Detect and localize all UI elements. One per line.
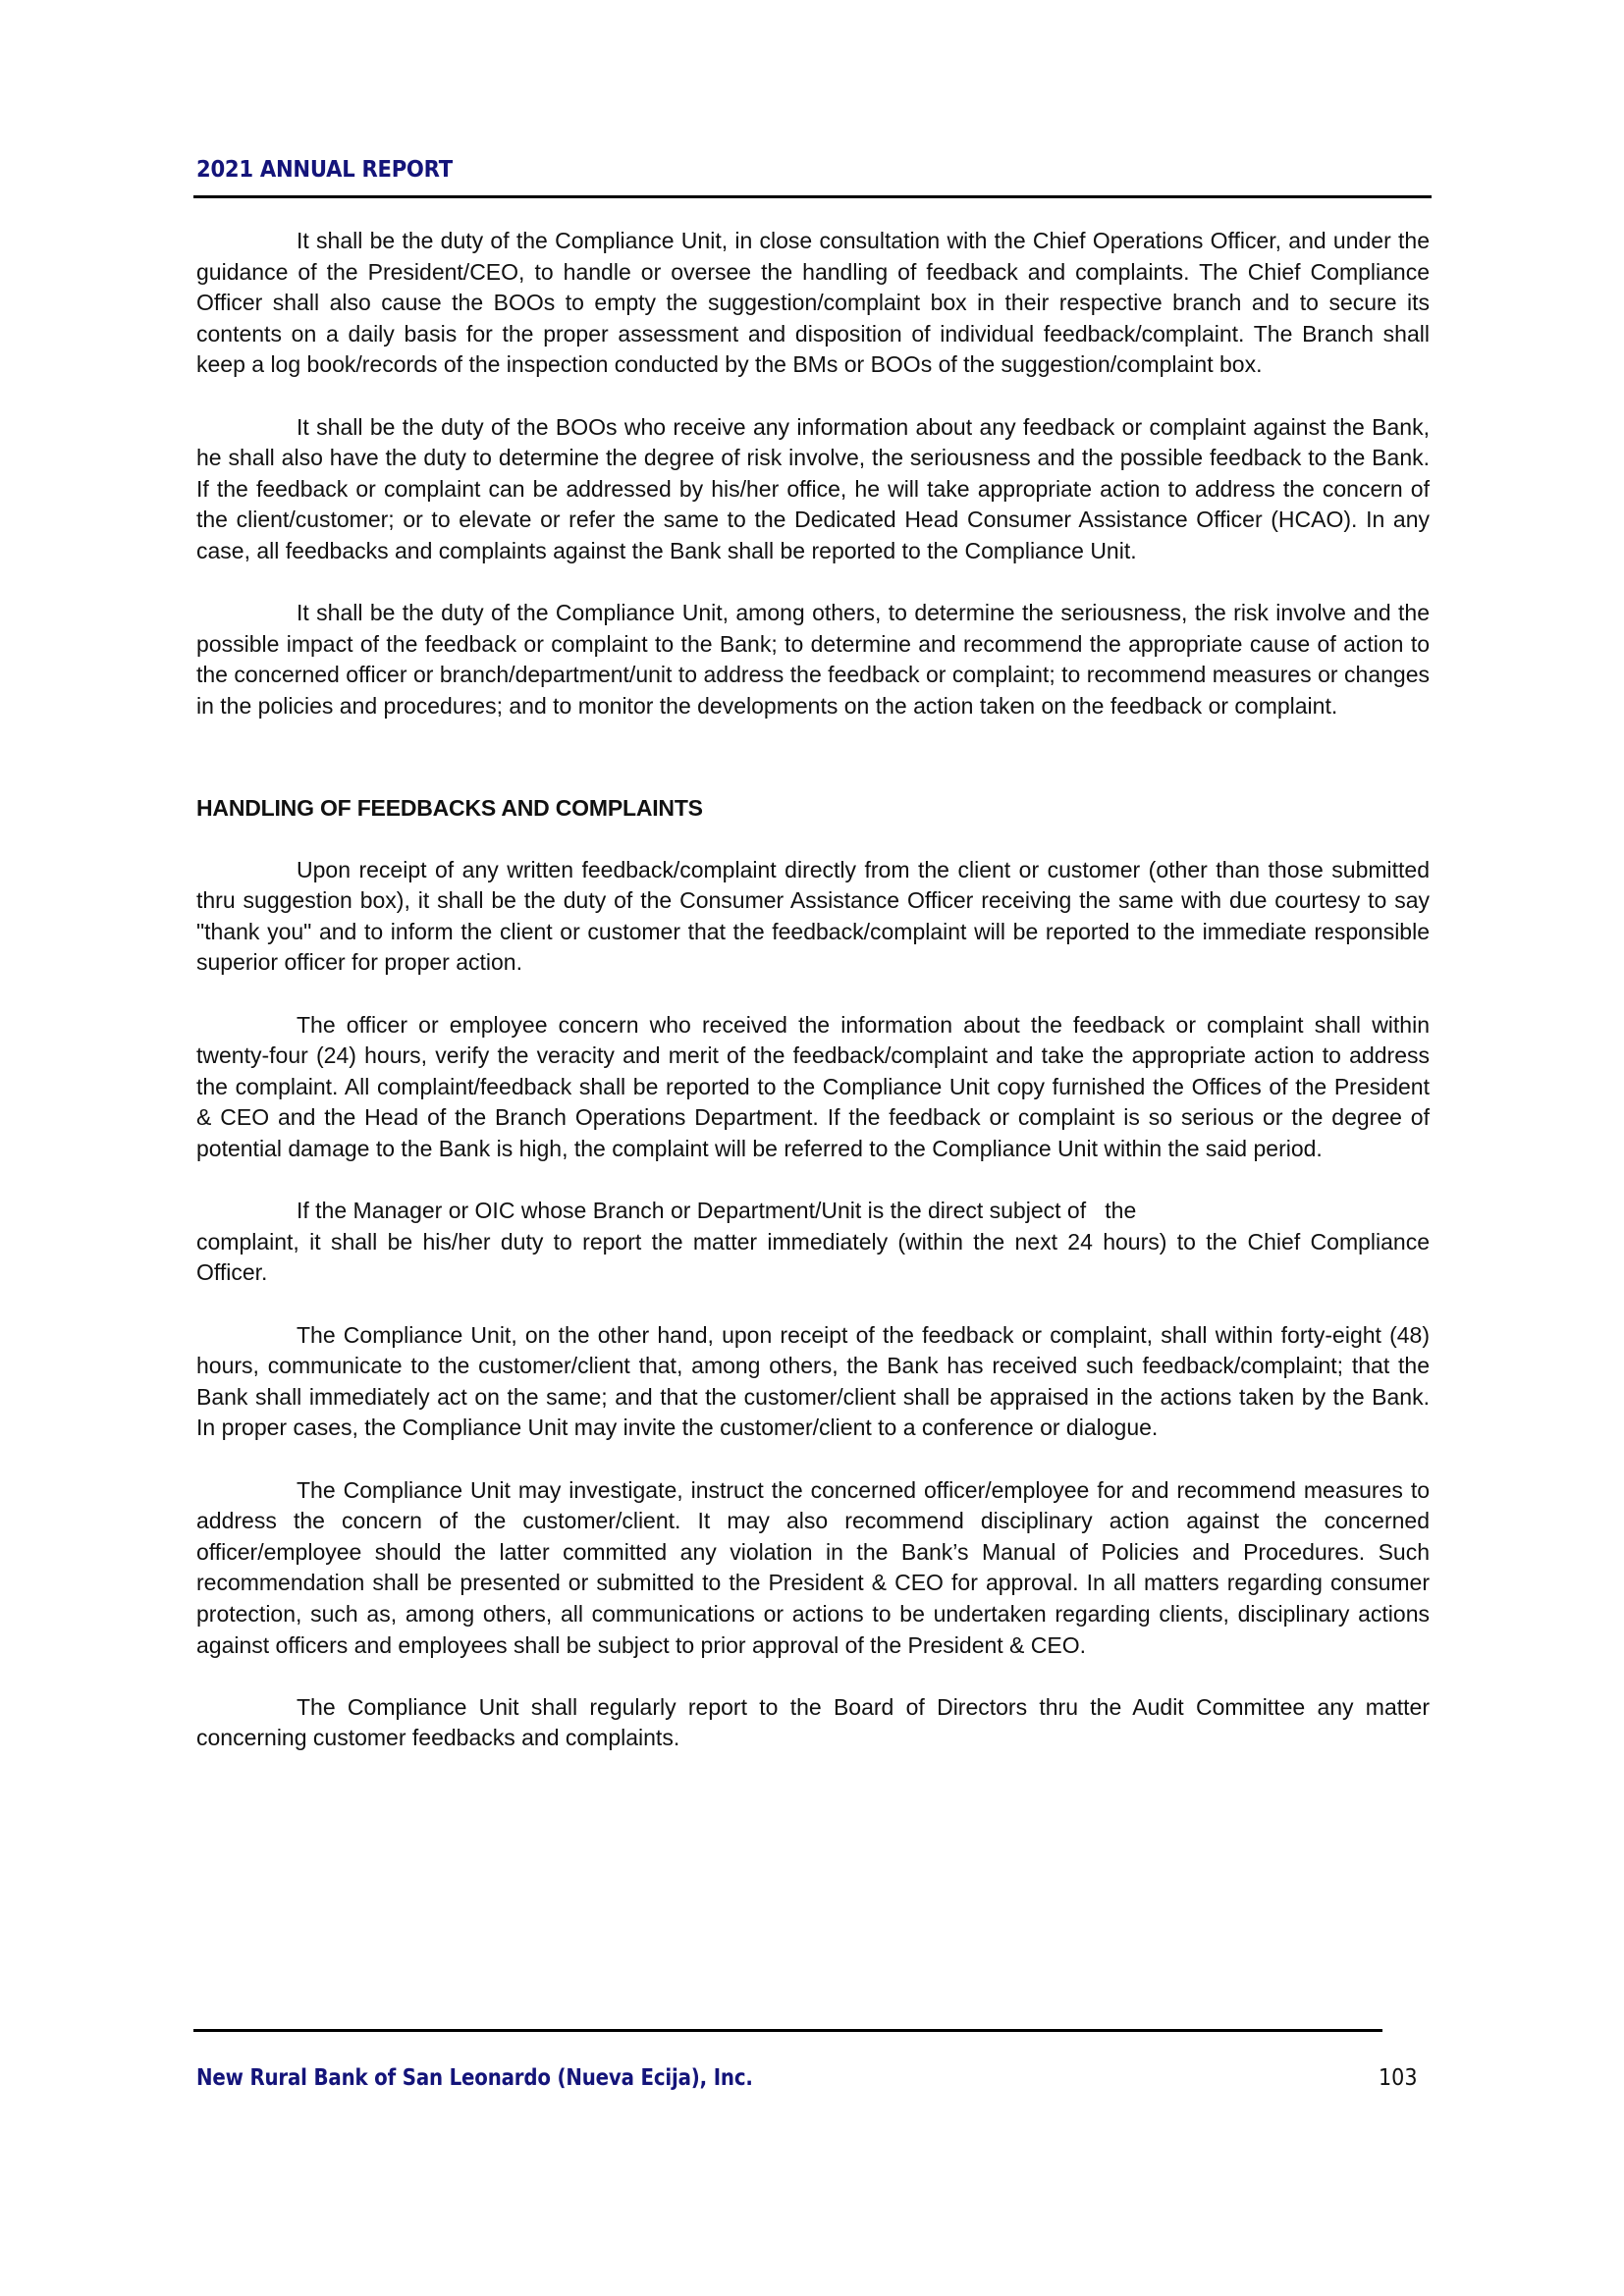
paragraph-compliance-investigation: The Compliance Unit may investigate, instruct the concerned officer/employee for and recommend measures to address the concern of the customer/client. It may also recommend disciplinary action against the concerned officer/employee should the latter committed any violation in the Bank’s Manual of Policies and Procedures. Such recommendation shall be presented or submitted to the President & CEO for approval. In all matters regarding consumer protection, such as, among others, all communications or actions to be undertaken regarding clients, disciplinary actions against officers and employees shall be subject to prior approval of the President & CEO.	[196, 1476, 1430, 1658]
paragraph-officer-verification: The officer or employee concern who received the information about the feedback or complaint shall within twenty-four (24) hours, verify the veracity and merit of the feedback/complaint and take the appropriate action to address the complaint. All complaint/feedback shall be reported to the Compliance Unit copy furnished the Offices of the President & CEO and the Head of the Branch Operations Department. If the feedback or complaint is so serious or the degree of potential damage to the Bank is high, the complaint will be referred to the Compliance Unit within the said period.	[196, 1011, 1430, 1162]
paragraph-boo-duty: It shall be the duty of the BOOs who receive any information about any feedback or complaint against the Bank, he shall also have the duty to determine the degree of risk involve, the seriousness and the possible feedback to the Bank. If the feedback or complaint can be addressed by his/her office, he will take appropriate action to address the concern of the client/customer; or to elevate or refer the same to the Dedicated Head Consumer Assistance Officer (HCAO). In any case, all feedbacks and complaints against the Bank shall be reported to the Compliance Unit.	[196, 413, 1430, 563]
footer-rule	[193, 2029, 1382, 2032]
paragraph-compliance-response: The Compliance Unit, on the other hand, upon receipt of the feedback or complaint, shall within forty-eight (48) hours, communicate to the customer/client that, among others, the Bank has received such feedback/complaint; that the Bank shall immediately act on the same; and that the customer/client shall be appraised in the actions taken by the Bank. In proper cases, the Compliance Unit may invite the customer/client to a conference or dialogue.	[196, 1321, 1430, 1441]
paragraph-compliance-unit-assessment: It shall be the duty of the Compliance Unit, among others, to determine the seriousness, the risk involve and the possible impact of the feedback or complaint to the Bank; to determine and recommend the appropriate cause of action to the concerned officer or branch/department/unit to address the feedback or complaint; to recommend measures or changes in the policies and procedures; and to monitor the developments on the action taken on the feedback or complaint.	[196, 600, 1430, 719]
section-heading: HANDLING OF FEEDBACKS AND COMPLAINTS	[196, 794, 703, 821]
paragraph-compliance-unit-duty: It shall be the duty of the Compliance Unit, in close consultation with the Chief Operations Officer, and under the guidance of the President/CEO, to handle or oversee the handling of feedback and complaints. The Chief Compliance Officer shall also cause the BOOs to empty the suggestion/complaint box in their respective branch and to secure its contents on a daily basis for the proper assessment and disposition of individual feedback/complaint. The Branch shall keep a log book/records of the inspection conducted by the BMs or BOOs of the suggestion/complaint box.	[196, 228, 1430, 378]
running-header-title: 2021 ANNUAL REPORT	[196, 157, 453, 183]
paragraph-board-reporting: The Compliance Unit shall regularly report to the Board of Directors thru the Audit Committee any matter concerning customer feedbacks and complaints.	[196, 1693, 1430, 1751]
paragraph-written-feedback: Upon receipt of any written feedback/complaint directly from the client or customer (other than those submitted thru suggestion box), it shall be the duty of the Consumer Assistance Officer receiving the same with due courtesy to say "thank you" and to inform the client or customer that the feedback/complaint will be reported to the immediate responsible superior officer for proper action.	[196, 856, 1430, 976]
page-number: 103	[1379, 2065, 1418, 2091]
footer-organization-name: New Rural Bank of San Leonardo (Nueva Ecija), Inc.	[196, 2065, 753, 2091]
body-text	[196, 226, 1430, 1786]
paragraph-manager-subject	[196, 1196, 1430, 1289]
paragraph-manager-subject-line1: If the Manager or OIC whose Branch or Department/Unit is the direct subject of the	[297, 1198, 1137, 1224]
paragraph-manager-subject-rest: complaint, it shall be his/her duty to report the matter immediately (within the next 24 hours) to the Chief Compliance Officer.	[196, 1228, 1430, 1286]
header-rule	[193, 195, 1432, 198]
